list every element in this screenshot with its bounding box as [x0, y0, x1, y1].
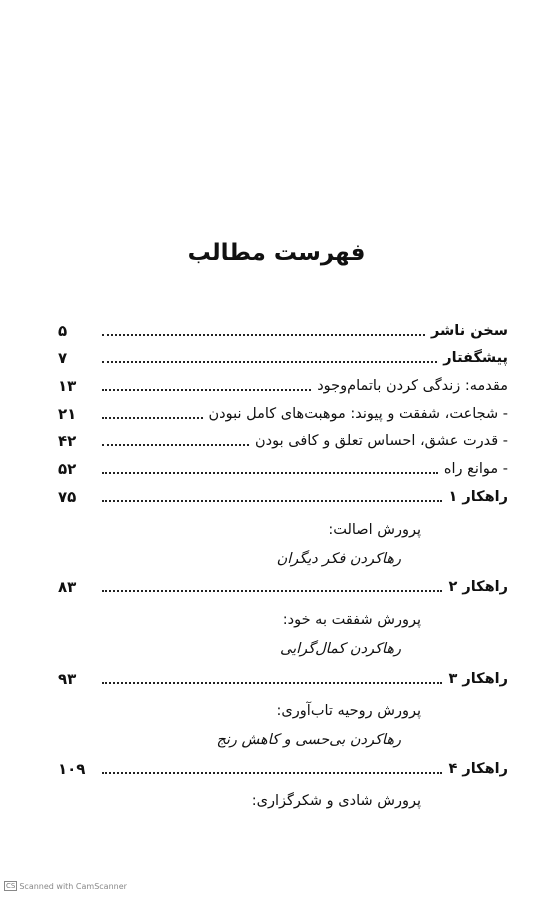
dot-leader [102, 361, 437, 363]
dot-leader [102, 472, 438, 474]
sub-heading: پرورش روحیه تاب‌آوری: [276, 703, 421, 719]
toc-entry: سخن ناشر [431, 323, 508, 339]
sub-heading: رهاکردن بی‌حسی و کاهش رنج [216, 732, 401, 748]
toc-entry: - موانع راه [443, 461, 508, 477]
toc-entry: راهکار ۲ [448, 579, 508, 595]
toc-row [58, 456, 508, 482]
page-number: ۱۳ [58, 377, 77, 395]
sub-heading: رهاکردن فکر دیگران [276, 551, 401, 567]
toc-row [58, 756, 508, 782]
toc-title: فهرست مطالب [187, 240, 366, 266]
toc-row [58, 484, 508, 510]
toc-row [58, 345, 508, 371]
dot-leader [102, 389, 311, 391]
toc-entry: - قدرت عشق، احساس تعلق و کافی بودن [255, 433, 508, 449]
toc-row [58, 428, 508, 454]
toc-row [58, 318, 508, 344]
toc-entry: - شجاعت، شفقت و پیوند: موهبت‌های کامل نبودن [208, 406, 508, 422]
toc-row [58, 373, 508, 399]
scanner-watermark [4, 881, 127, 891]
page-number: ۷ [58, 349, 68, 367]
page-number: ۴۲ [58, 432, 77, 450]
sub-heading: پرورش شفقت به خود: [282, 612, 421, 628]
page-number: ۵۲ [58, 460, 77, 478]
dot-leader [102, 444, 249, 446]
page-number: ۹۳ [58, 670, 77, 688]
toc-entry: راهکار ۱ [448, 489, 508, 505]
toc-row [58, 666, 508, 692]
page-number: ۱۰۹ [58, 760, 86, 778]
dot-leader [102, 772, 442, 774]
dot-leader [102, 500, 442, 502]
watermark-text: Scanned with CamScanner [19, 881, 127, 891]
toc-entry: راهکار ۳ [448, 671, 508, 687]
page-number: ۲۱ [58, 405, 77, 423]
dot-leader [102, 682, 442, 684]
page-number: ۵ [58, 322, 68, 340]
page-number: ۷۵ [58, 488, 77, 506]
toc-row [58, 574, 508, 600]
sub-heading: پرورش اصالت: [328, 522, 421, 538]
toc-entry: پیشگفتار [443, 350, 508, 366]
sub-heading: رهاکردن کمال‌گرایی [280, 641, 401, 657]
toc-row [58, 401, 508, 427]
dot-leader [102, 417, 203, 419]
toc-entry: مقدمه: زندگی کردن باتمام‌وجود [317, 378, 508, 394]
sub-heading: پرورش شادی و شکرگزاری: [251, 793, 421, 809]
dot-leader [102, 590, 442, 592]
camscanner-icon: CS [6, 882, 16, 890]
page-number: ۸۳ [58, 578, 77, 596]
toc-entry: راهکار ۴ [448, 761, 508, 777]
dot-leader [102, 334, 425, 336]
